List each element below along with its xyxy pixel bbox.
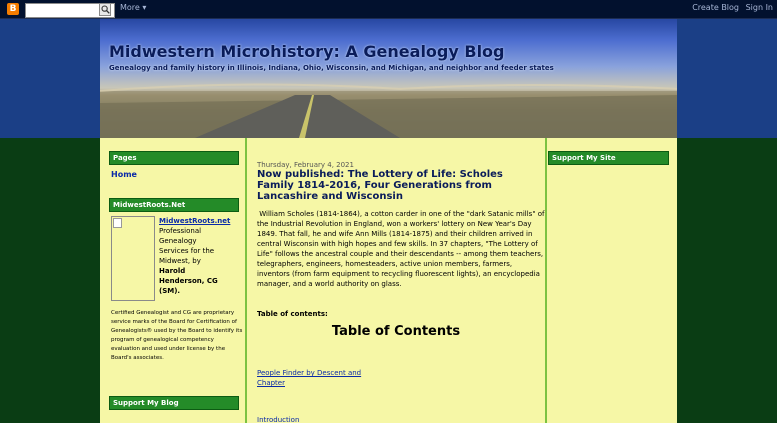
certification-notice: Certified Genealogist and CG are proprietary service marks of the Board for Certification of Genealogists® used by the Board to identify its program of genealogical competency evaluation and used under license by the Board's associates. — [111, 310, 243, 361]
profile-image[interactable] — [111, 216, 155, 301]
header-landscape-image — [100, 19, 677, 138]
blogger-logo-icon[interactable]: B — [7, 3, 19, 15]
left-sidebar — [100, 138, 247, 423]
more-menu[interactable] — [120, 3, 146, 12]
profile-link[interactable]: MidwestRoots.net — [159, 217, 231, 225]
sign-in-link[interactable]: Sign In — [745, 3, 773, 12]
pages-widget-title: Pages — [109, 151, 239, 165]
content-area — [100, 138, 677, 423]
more-label: More — [120, 3, 140, 12]
profile-widget-title: MidwestRoots.Net — [109, 198, 239, 212]
blog-header — [100, 19, 677, 138]
profile-description — [159, 216, 231, 296]
pages-item-home[interactable]: Home — [111, 170, 137, 179]
broken-image-icon — [113, 218, 122, 228]
support-site-widget-title: Support My Site — [548, 151, 669, 165]
search-button[interactable] — [99, 3, 111, 16]
blog-title[interactable]: Midwestern Microhistory: A Genealogy Blog — [109, 42, 505, 61]
toc-link-introduction[interactable]: Introduction — [257, 416, 300, 423]
post-title[interactable]: Now published: The Lottery of Life: Scholes Family 1814-2016, Four Generations from Lancashire and Wisconsin — [257, 169, 503, 202]
dropdown-arrow-icon: ▾ — [139, 3, 147, 12]
profile-text-body: Professional Genealogy Services for the Midwest, by — [159, 227, 215, 265]
support-blog-widget-title: Support My Blog — [109, 396, 239, 410]
blogger-navbar — [0, 0, 777, 19]
toc-heading: Table of Contents — [331, 324, 461, 339]
search-icon — [101, 5, 110, 14]
create-blog-link[interactable]: Create Blog — [692, 3, 739, 12]
post-date: Thursday, February 4, 2021 — [257, 161, 354, 169]
toc-link-people-finder[interactable]: People Finder by Descent and Chapter — [257, 369, 362, 387]
toc-label: Table of contents: — [257, 310, 328, 318]
main-column — [247, 138, 545, 423]
blog-tagline: Genealogy and family history in Illinois, Indiana, Ohio, Wisconsin, and Michigan, and neighbor and feeder states — [109, 64, 554, 72]
post-body — [257, 209, 545, 289]
right-sidebar — [545, 138, 677, 423]
post-body-text: William Scholes (1814-1864), a cotton carder in one of the "dark Satanic mills" of the Industrial Revolution in England, won a workers' lottery on New Year's Day 1849. That fall, he and wife Ann Mills (1814-1875) and their children arrived in central Wisconsin with high hopes and few skills. In 37 chapters, "The Lottery of Life" follows the ancestral couple and their descendants -- among them teachers, telegraphers, engineers, homesteaders, active union members, farmers, inventors (from farm equipment to recycling fluorescent lights), an encyclopedia manager, and a world authority on glass. — [257, 210, 545, 288]
profile-name: Harold Henderson, CG (SM). — [159, 267, 218, 295]
